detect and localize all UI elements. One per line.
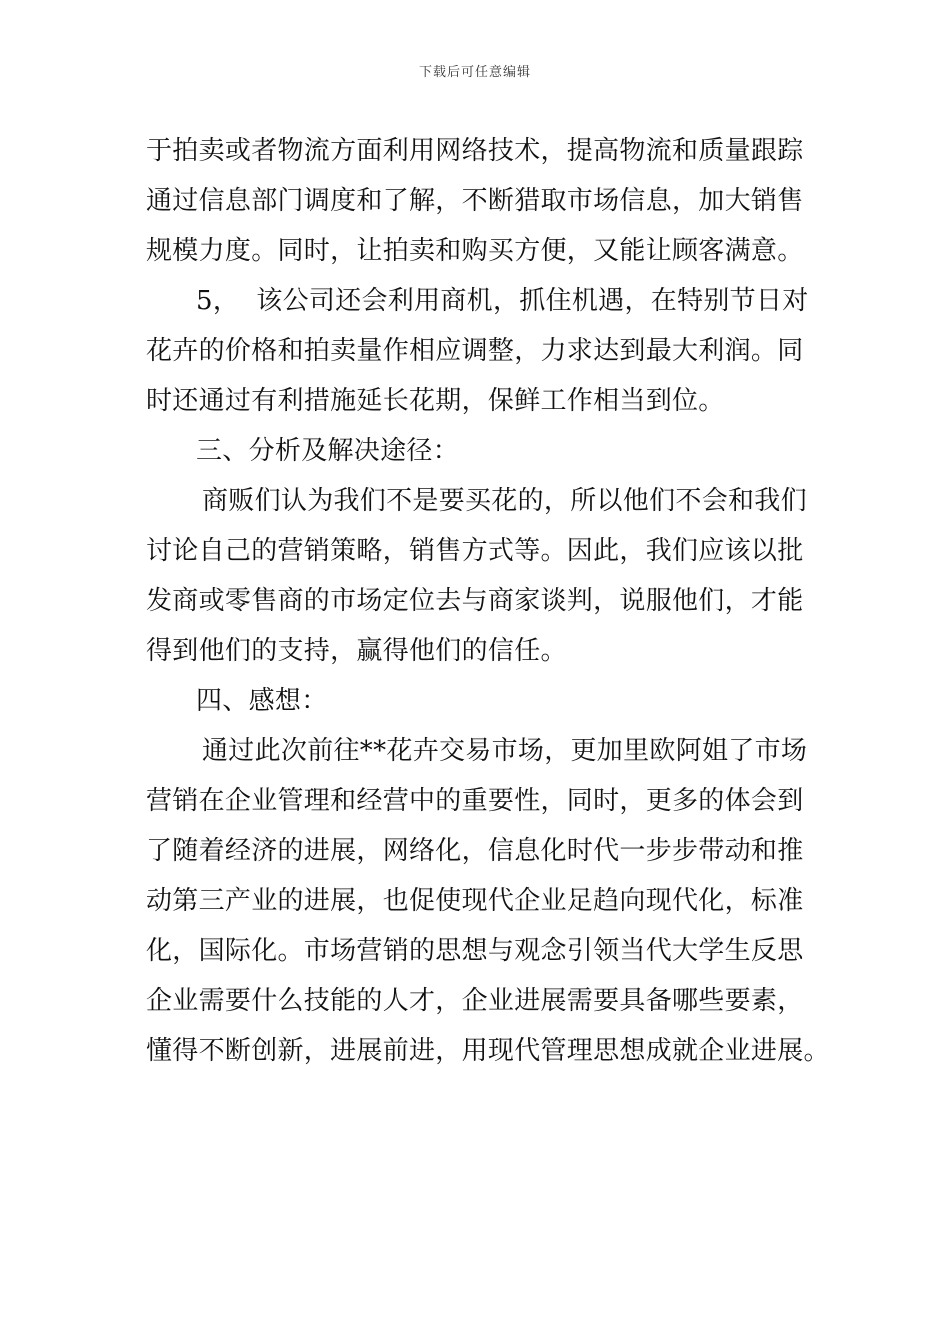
text-line: 营销在企业管理和经营中的重要性，同时，更多的体会到 (146, 786, 804, 816)
text-line: 讨论自己的营销策略，销售方式等。因此，我们应该以批 (146, 536, 804, 566)
text-line: 化，国际化。市场营销的思想与观念引领当代大学生反思 (146, 936, 804, 966)
text-line: 了随着经济的进展，网络化，信息化时代一步步带动和推 (146, 836, 804, 866)
text-line: 得到他们的支持，赢得他们的信任。 (146, 636, 567, 666)
text-line: 规模力度。同时，让拍卖和购买方便，又能让顾客满意。 (146, 236, 804, 266)
page-header: 下载后可任意编辑 (418, 65, 531, 80)
text-line: 发商或零售商的市场定位去与商家谈判，说服他们，才能 (146, 586, 804, 616)
text-line: 懂得不断创新，进展前进，用现代管理思想成就企业进展。 (146, 1036, 830, 1066)
text-line: 时还通过有利措施延长花期，保鲜工作相当到位。 (146, 386, 725, 416)
text-line: 企业需要什么技能的人才，企业进展需要具备哪些要素， (146, 986, 804, 1016)
text-line: 商贩们认为我们不是要买花的，所以他们不会和我们 (202, 486, 807, 516)
text-line: 动第三产业的进展，也促使现代企业足趋向现代化，标准 (146, 886, 804, 916)
text-line: 通过信息部门调度和了解，不断猎取市场信息，加大销售 (146, 186, 804, 216)
document-body (146, 126, 830, 1076)
text-line: 花卉的价格和拍卖量作相应调整，力求达到最大利润。同 (146, 336, 804, 366)
text-line: 通过此次前往**花卉交易市场，更加里欧阿姐了市场 (202, 736, 808, 766)
text-line: 5， 该公司还会利用商机，抓住机遇，在特别节日对 (196, 286, 809, 316)
section-heading: 四、感想： (196, 686, 328, 716)
text-line: 于拍卖或者物流方面利用网络技术，提高物流和质量跟踪 (146, 136, 804, 166)
section-heading: 三、分析及解决途径： (196, 436, 460, 466)
